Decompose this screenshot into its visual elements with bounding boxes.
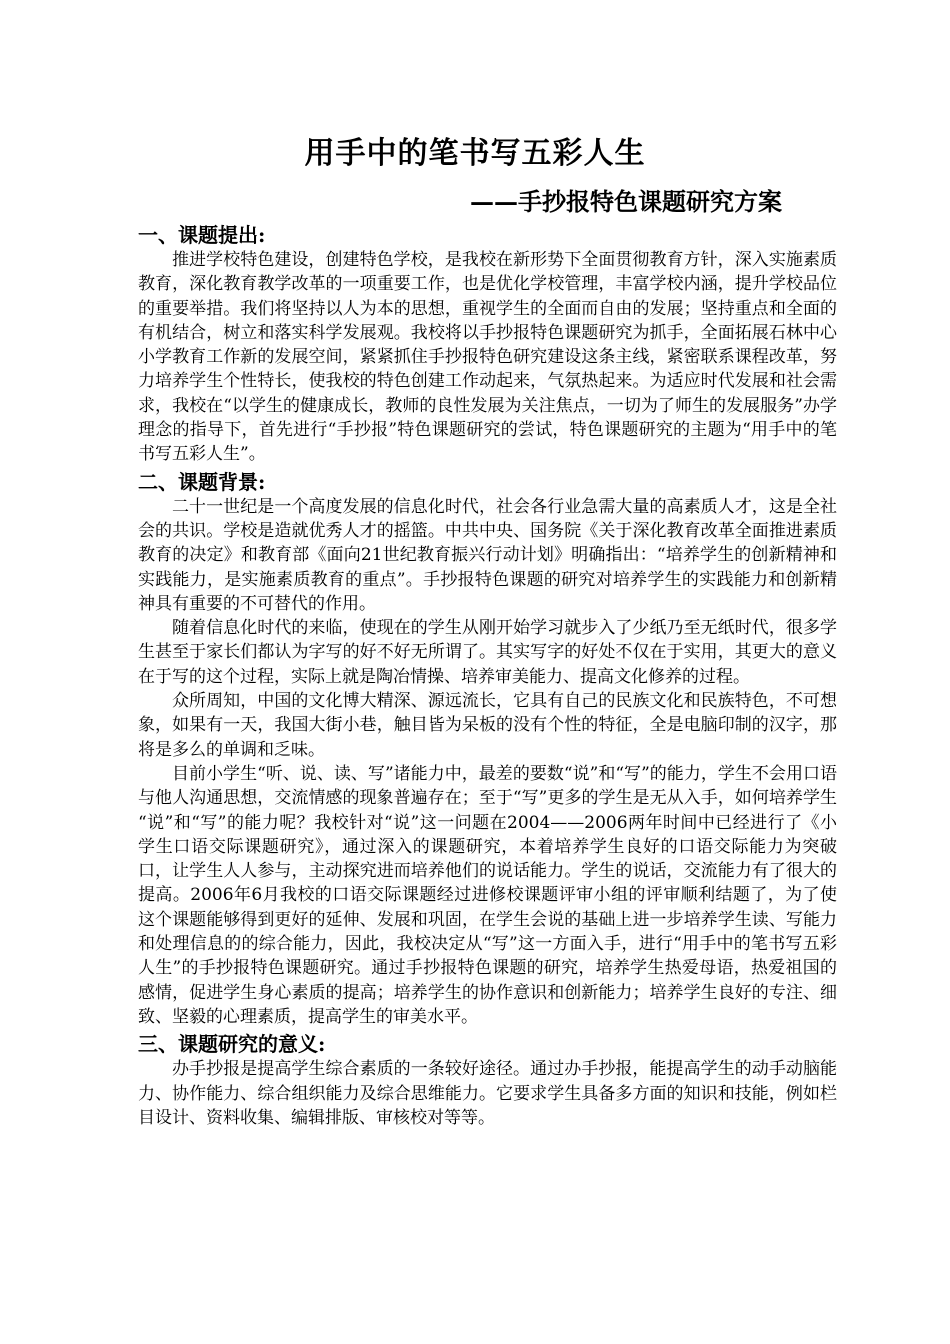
paragraph: 目前小学生“听、说、读、写”诸能力中，最差的要数“说”和“写”的能力，学生不会用口语与他人沟通思想，交流情感的现象普遍存在；至于“写”更多的学生是无从入手，如何培养学生 “说”和“写”的能力呢？我校针对“说”这一问题在2004——2006两年时间中已经进行了《小学生口语交际课题研究》，通过深入的课题研究，本着培养学生良好的口语交际能力为突破口，让学生人人参与，主动探究进而培养他们的说话能力。学生的说话，交流能力有了很大的提高。2006年6月我校的口语交际课题经过进修校课题评审小组的评审顺利结题了，为了使这个课题能够得到更好的延伸、发展和巩固，在学生会说的基础上进一步培养学生读、写能力和处理信息的的综合能力，因此，我校决定从“写”这一方面入手，进行“用手中的笔书写五彩人生”的手抄报特色课题研究。通过手抄报特色课题的研究，培养学生热爱母语，热爱祖国的感情，促进学生身心素质的提高；培养学生的协作意识和创新能力；培养学生良好的专注、细致、坚毅的心理素质，提高学生的审美水平。 — [138, 763, 837, 1027]
document-body — [138, 220, 837, 1130]
section-heading: 一、课题提出: — [138, 223, 266, 247]
paragraph: 办手抄报是提高学生综合素质的一条较好途径。通过办手抄报，能提高学生的动手动脑能力、协作能力、综合组织能力及综合思维能力。它要求学生具备多方面的知识和技能，例如栏目设计、资料收集、编辑排版、审核校对等等。 — [138, 1059, 837, 1128]
section-proposal — [138, 222, 837, 467]
document-title: 用手中的笔书写五彩人生 — [304, 136, 646, 171]
paragraph: 随着信息化时代的来临，使现在的学生从刚开始学习就步入了少纸乃至无纸时代，很多学生甚至于家长们都认为字写的好不好无所谓了。其实写字的好处不仅在于实用，其更大的意义在于写的这个过程，实际上就是陶冶情操、培养审美能力、提高文化修养的过程。 — [138, 618, 837, 687]
paragraph: 二十一世纪是一个高度发展的信息化时代，社会各行业急需大量的高素质人才，这是全社会的共识。学校是造就优秀人才的摇篮。中共中央、国务院《关于深化教育改革全面推进素质教育的决定》和教育部《面向21世纪教育振兴行动计划》明确指出：“培养学生的创新精神和实践能力，是实施素质教育的重点”。手抄报特色课题的研究对培养学生的实践能力和创新精神具有重要的不可替代的作用。 — [138, 496, 837, 614]
section-heading: 二、课题背景: — [138, 469, 266, 494]
section-heading: 三、课题研究的意义: — [138, 1032, 326, 1057]
paragraph: 推进学校特色建设，创建特色学校，是我校在新形势下全面贯彻教育方针，深入实施素质教育，深化教育教学改革的一项重要工作，也是优化学校管理，丰富学校内涵，提升学校品位的重要举措。我们将坚持以人为本的思想，重视学生的全面而自由的发展；坚持重点和全面的有机结合，树立和落实科学发展观。我校将以手抄报特色课题研究为抓手，全面拓展石林中心小学教育工作新的发展空间，紧紧抓住手抄报特色研究建设这条主线，紧密联系课程改革，努力培养学生个性特长，使我校的特色创建工作动起来，气氛热起来。为适应时代发展和社会需求，我校在“以学生的健康成长，教师的良性发展为关注焦点，一切为了师生的发展服务”办学理念的指导下，首先进行“手抄报”特色课题研究的尝试，特色课题研究的主题为“用手中的笔书写五彩人生”。 — [138, 250, 837, 465]
section-background — [138, 469, 837, 1030]
section-significance — [138, 1031, 837, 1130]
document-subtitle: ——手抄报特色课题研究方案 — [470, 187, 782, 216]
paragraph: 众所周知，中国的文化博大精深、源远流长，它具有自己的民族文化和民族特色，不可想象，如果有一天，我国大街小巷，触目皆为呆板的没有个性的特征，全是电脑印制的汉字，那将是多么的单调和乏味。 — [138, 691, 837, 760]
